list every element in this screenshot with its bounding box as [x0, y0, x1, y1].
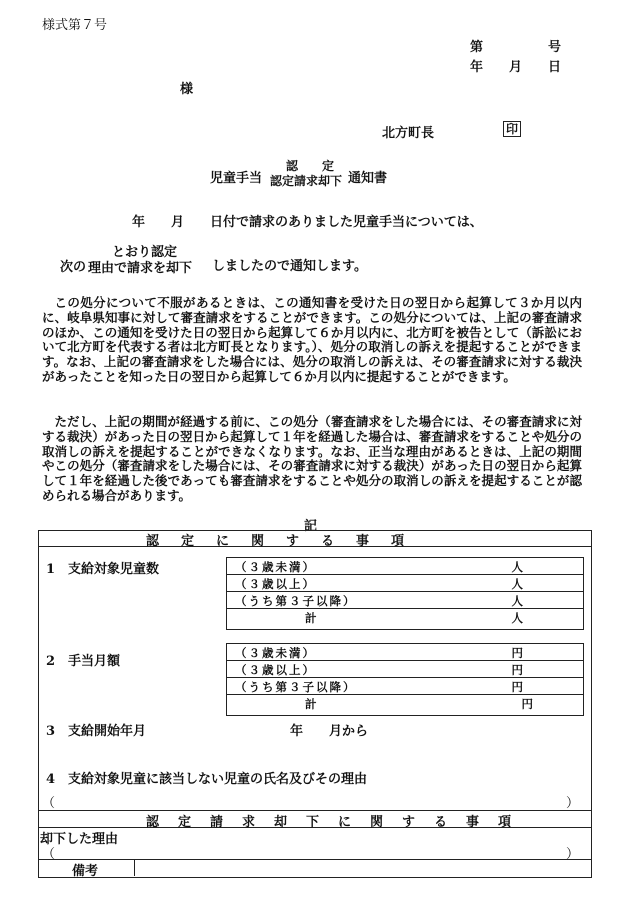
child-count-total-row: 計 人 [305, 611, 523, 625]
title-suffix: 通知書 [348, 171, 388, 186]
intro-line1: 年 月 日付で請求のありました児童手当については、 [132, 215, 483, 230]
start-month-value: 年 月から [290, 724, 369, 739]
intro-next: 次の [60, 260, 87, 275]
child-count-row: （３歳未満） 人 [227, 558, 583, 575]
intro-option-top: とおり認定 [112, 245, 178, 260]
monthly-amount-box [226, 643, 584, 716]
item3-label: 3 支給開始年月 [46, 724, 147, 739]
child-count-row: （うち第３子以降） 人 [227, 592, 583, 609]
issue-date: 年 月 日 [470, 60, 562, 75]
rejection-paren-open: （ [42, 847, 56, 862]
appeal-notice-paragraph-1: この処分について不服があるときは、この通知書を受けた日の翌日から起算して３か月以内に、岐阜県知事に対して審査請求をすることができます。この処分については、上記の審査請求のほか、この通知を受けた日の翌日から起算して６か月以内に、北方町を被告として（訴訟において北方町を代表する者は北方町長となります。）、処分の取消しの訴えを提起することができます。なお、上記の審査請求をした場合には、処分の取消しの訴えは、その審査請求に対する裁決があったことを知った日の翌日から起算して６か月以内に提起することができます。 [42, 295, 582, 384]
title-option-top: 認 定 [286, 159, 341, 173]
kyakka-section-header: 認定請求却下に関する事項 [146, 815, 531, 830]
nintei-section-header: 認定に関する事項 [146, 534, 427, 549]
item4-paren-open: （ [42, 796, 56, 811]
remarks-label: 備考 [72, 864, 99, 879]
recipient-suffix: 様 [180, 82, 194, 97]
appeal-notice-paragraph-2: ただし、上記の期間が経過する前に、この処分（審査請求をした場合には、その審査請求に対する裁決）があった日の翌日から起算して１年を経過した場合は、審査請求をすることや処分の取消しの訴えを提起することができなくなります。なお、正当な理由があるときは、上記の期間やこの処分（審査請求をした場合には、その審査請求に対する裁決）があった日の翌日から起算して１年を経過した後であっても審査請求をすることや処分の取消しの訴えを提起することが認められる場合があります。 [42, 414, 582, 503]
document-number: 第 号 [470, 40, 562, 55]
monthly-amount-row: （３歳以上） 円 [227, 661, 583, 678]
sender-name: 北方町長 [382, 126, 435, 141]
item4-paren-close: ） [566, 796, 580, 811]
item2-label: 2 手当月額 [46, 654, 121, 669]
title-prefix: 児童手当 [210, 171, 263, 186]
title-option-bottom: 認定請求却下 [270, 174, 343, 188]
monthly-amount-row: （３歳未満） 円 [227, 644, 583, 661]
monthly-amount-row: （うち第３子以降） 円 [227, 678, 583, 695]
form-number: 様式第７号 [42, 18, 108, 33]
child-count-box [226, 557, 584, 630]
rejection-paren-close: ） [566, 847, 580, 862]
item4-label: 4 支給対象児童に該当しない児童の氏名及びその理由 [46, 772, 368, 787]
item1-label: 1 支給対象児童数 [46, 562, 160, 577]
intro-line2-end: しましたので通知します。 [212, 259, 367, 274]
seal-mark: 印 [503, 121, 521, 137]
ki-heading: 記 [304, 519, 318, 534]
monthly-amount-total-row: 計 円 [305, 697, 533, 711]
child-count-row: （３歳以上） 人 [227, 575, 583, 592]
rejection-reason-label: 却下した理由 [40, 832, 119, 847]
intro-option-bottom: 理由で請求を却下 [88, 261, 193, 276]
